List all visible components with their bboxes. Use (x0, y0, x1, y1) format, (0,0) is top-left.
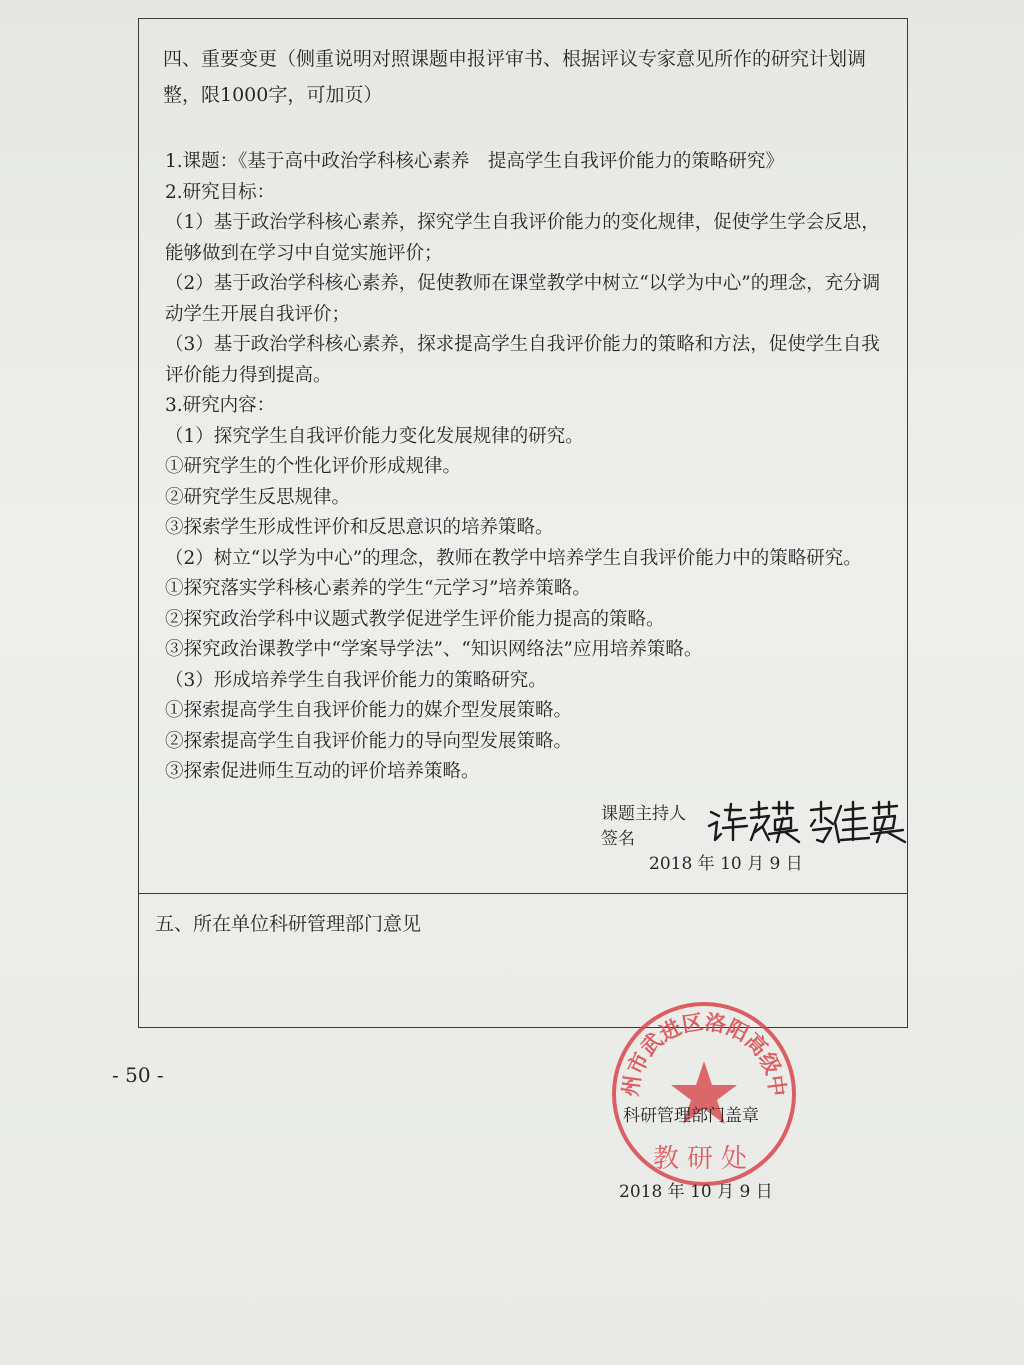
content-subitem: ①研究学生的个性化评价形成规律。 (165, 456, 462, 477)
seal-text: 州市武进区洛阳高级中 (617, 1008, 791, 1098)
goals-heading: 2.研究目标： (165, 181, 276, 203)
content-subitem: ①探索提高学生自我评价能力的媒介型发展策略。 (165, 700, 573, 721)
goal-item: （3）基于政治学科核心素养，探求提高学生自我评价能力的策略和方法，促使学生自我评价能力得到提高。 (165, 334, 880, 386)
content-subitem: ③探究政治课教学中“学案导学法”、“知识网络法”应用培养策略。 (165, 639, 703, 660)
content-subitem: ②探究政治学科中议题式教学促进学生评价能力提高的策略。 (165, 608, 665, 630)
signature-date: 2018 年 10 月 9 日 (649, 854, 803, 874)
goal-item: （2）基于政治学科核心素养，促使教师在课堂教学中树立“以学为中心”的理念，充分调动学生开展自我评价； (165, 273, 881, 325)
signature-label: 课题主持人签名 (601, 804, 686, 849)
content-subitem: ①探究落实学科核心素养的学生“元学习”培养策略。 (165, 578, 591, 599)
content-subitem: ③探索学生形成性评价和反思意识的培养策略。 (165, 517, 554, 538)
content-subitem: ②探索提高学生自我评价能力的导向型发展策略。 (165, 730, 573, 752)
page-number: - 50 - (112, 1063, 164, 1087)
section-4-title: 四、重要变更（侧重说明对照课题申报评审书、根据评议专家意见所作的研究计划调整，限1000字，可加页） (163, 48, 867, 106)
section-5-title: 五、所在单位科研管理部门意见 (155, 913, 422, 935)
content-item: （3）形成培养学生自我评价能力的策略研究。 (165, 669, 547, 691)
official-red-seal (609, 999, 799, 1193)
seal-dept-text: 教研处 (652, 1144, 756, 1174)
handwritten-signatures (707, 800, 907, 849)
content-heading: 3.研究内容： (165, 395, 276, 416)
stamp-date: 2018 年 10 月 9 日 (619, 1182, 773, 1202)
stamp-label: 科研管理部门盖章 (623, 1106, 759, 1126)
content-item: （1）探究学生自我评价能力变化发展规律的研究。 (165, 425, 584, 447)
content-subitem: ②研究学生反思规律。 (165, 486, 351, 508)
goal-item: （1）基于政治学科核心素养，探究学生自我评价能力的变化规律，促使学生学会反思，能够做到在学习中自觉实施评价； (165, 212, 880, 264)
section-4-content (165, 147, 895, 788)
content-item: （2）树立“以学为中心”的理念，教师在教学中培养学生自我评价能力中的策略研究。 (165, 547, 862, 569)
topic-line: 1.课题：《基于高中政治学科核心素养 提高学生自我评价能力的策略研究》 (165, 151, 784, 172)
content-subitem: ③探索促进师生互动的评价培养策略。 (165, 761, 480, 782)
section-divider (139, 893, 907, 894)
signature-row (601, 799, 907, 849)
